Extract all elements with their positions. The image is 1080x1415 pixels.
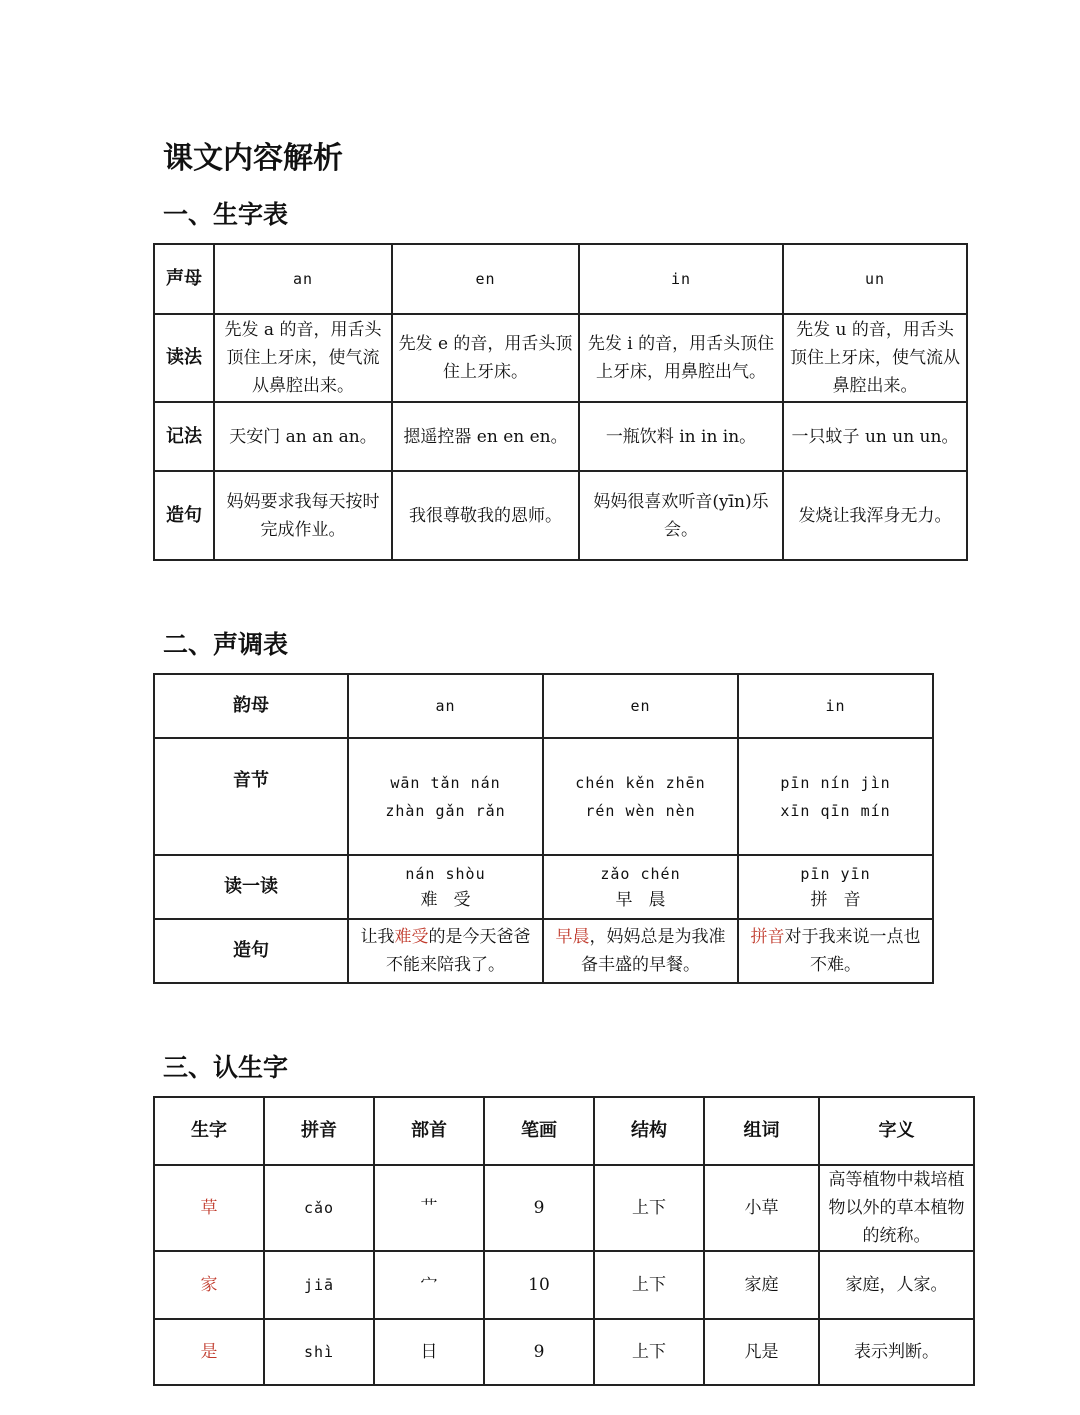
table-cell: 天安门 an an an。 [214, 402, 392, 471]
table-cell: 一瓶饮料 in in in。 [579, 402, 783, 471]
table-cell [738, 919, 933, 983]
pinyin-line: nán shòu [405, 865, 486, 883]
hanzi: 音 [843, 890, 861, 910]
initials-table [153, 243, 968, 561]
hanzi: 晨 [648, 890, 666, 910]
highlight-word: 早晨 [555, 927, 590, 947]
table-cell [543, 919, 738, 983]
table-cell [348, 738, 543, 855]
section-2-heading: 二、声调表 [163, 630, 289, 659]
table-cell: 先发 e 的音，用舌头顶住上牙床。 [392, 314, 579, 402]
column-header: 结构 [594, 1097, 704, 1165]
table-cell: 上下 [594, 1319, 704, 1385]
table-cell: 9 [484, 1165, 594, 1251]
tone-table [153, 673, 934, 984]
table-cell: 摁遥控器 en en en。 [392, 402, 579, 471]
column-header: 拼音 [264, 1097, 374, 1165]
table-row [154, 1319, 974, 1385]
hanzi: 难 [420, 890, 438, 910]
characters-table [153, 1096, 975, 1386]
highlight-word: 拼音 [750, 927, 785, 947]
table-cell: 先发 u 的音，用舌头顶住上牙床，使气流从鼻腔出来。 [783, 314, 967, 402]
syllable-line: wān tǎn nán [390, 773, 501, 792]
table-cell: 10 [484, 1251, 594, 1319]
hanzi: 早 [615, 890, 633, 910]
table-cell: 家庭，人家。 [819, 1251, 974, 1319]
table-cell: en [543, 674, 738, 738]
table-cell: cǎo [264, 1165, 374, 1251]
hanzi: 受 [453, 890, 471, 910]
row-label: 读法 [154, 314, 214, 402]
pinyin-line: pīn yīn [800, 865, 871, 883]
table-cell [348, 919, 543, 983]
table-cell: an [214, 244, 392, 314]
table-cell: in [579, 244, 783, 314]
table-cell: 先发 i 的音，用舌头顶住上牙床，用鼻腔出气。 [579, 314, 783, 402]
row-label: 韵母 [154, 674, 348, 738]
table-cell: 一只蚊子 un un un。 [783, 402, 967, 471]
syllable-line: chén kěn zhēn [575, 773, 706, 792]
sentence-text: 对于我来说一点也不难。 [784, 927, 921, 975]
table-cell [348, 855, 543, 919]
hanzi: 拼 [810, 890, 828, 910]
section-1-heading: 一、生字表 [163, 200, 289, 229]
column-header: 笔画 [484, 1097, 594, 1165]
column-header: 字义 [819, 1097, 974, 1165]
table-cell: 凡是 [704, 1319, 819, 1385]
table-row [154, 1251, 974, 1319]
table-cell: 9 [484, 1319, 594, 1385]
highlight-word: 难受 [394, 927, 429, 947]
table-cell: 上下 [594, 1251, 704, 1319]
character-cell: 草 [154, 1165, 264, 1251]
sentence-text: 的是今天爸爸不能来陪我了。 [386, 927, 531, 975]
syllable-line: pīn nín jìn [780, 773, 891, 792]
table-cell: 宀 [374, 1251, 484, 1319]
table-cell: 发烧让我浑身无力。 [783, 471, 967, 560]
table-cell: in [738, 674, 933, 738]
sentence-text: ，妈妈总是为我准备丰盛的早餐。 [581, 927, 726, 975]
syllable-line: xīn qīn mín [780, 801, 891, 820]
table-cell [738, 855, 933, 919]
table-cell: 妈妈要求我每天按时完成作业。 [214, 471, 392, 560]
table-cell: 我很尊敬我的恩师。 [392, 471, 579, 560]
table-cell: an [348, 674, 543, 738]
table-cell: 先发 a 的音，用舌头顶住上牙床，使气流从鼻腔出来。 [214, 314, 392, 402]
table-cell: 上下 [594, 1165, 704, 1251]
row-label: 造句 [154, 919, 348, 983]
table-cell: en [392, 244, 579, 314]
row-label: 记法 [154, 402, 214, 471]
column-header: 生字 [154, 1097, 264, 1165]
syllable-line: rén wèn nèn [585, 801, 696, 820]
row-label: 造句 [154, 471, 214, 560]
table-cell [738, 738, 933, 855]
syllable-line: zhàn gǎn rǎn [385, 801, 506, 820]
table-cell [543, 855, 738, 919]
table-cell: shì [264, 1319, 374, 1385]
row-label: 读一读 [154, 855, 348, 919]
table-cell: 妈妈很喜欢听音(yīn)乐会。 [579, 471, 783, 560]
table-row [154, 1165, 974, 1251]
table-cell: 艹 [374, 1165, 484, 1251]
table-cell: un [783, 244, 967, 314]
section-3-heading: 三、认生字 [163, 1053, 289, 1082]
row-label: 声母 [154, 244, 214, 314]
table-cell: 小草 [704, 1165, 819, 1251]
row-label: 音节 [154, 738, 348, 855]
table-cell: jiā [264, 1251, 374, 1319]
table-cell: 表示判断。 [819, 1319, 974, 1385]
table-cell [543, 738, 738, 855]
character-cell: 家 [154, 1251, 264, 1319]
column-header: 组词 [704, 1097, 819, 1165]
table-cell: 家庭 [704, 1251, 819, 1319]
column-header: 部首 [374, 1097, 484, 1165]
character-cell: 是 [154, 1319, 264, 1385]
table-cell: 高等植物中栽培植物以外的草本植物的统称。 [819, 1165, 974, 1251]
table-cell: 日 [374, 1319, 484, 1385]
page-title: 课文内容解析 [163, 141, 343, 176]
pinyin-line: zǎo chén [600, 865, 681, 883]
sentence-text: 让我 [360, 927, 395, 947]
